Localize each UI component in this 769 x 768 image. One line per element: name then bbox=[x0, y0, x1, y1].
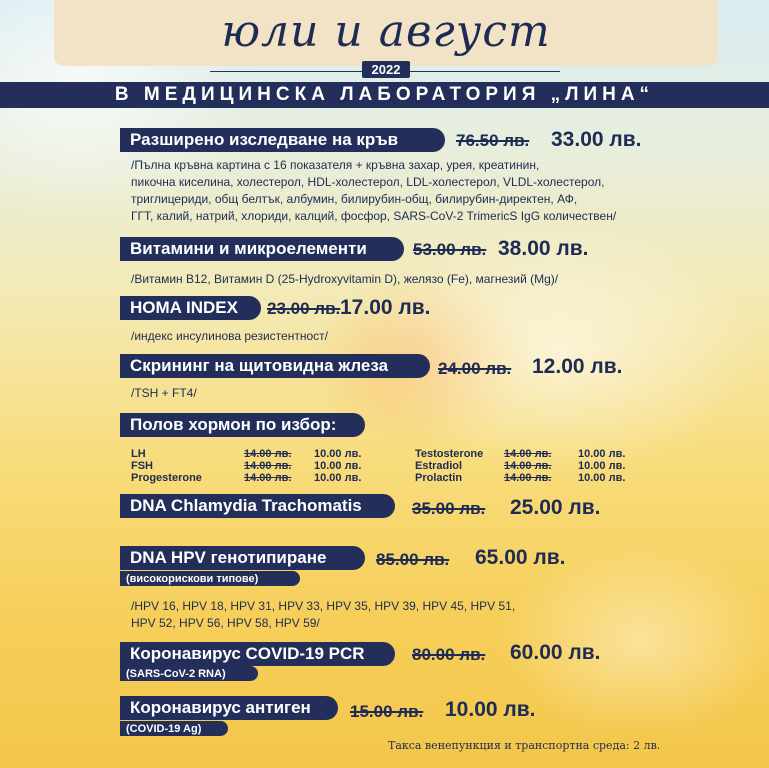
old-price: 80.00 лв. bbox=[412, 645, 486, 664]
item-description: /индекс инсулинова резистентност/ bbox=[131, 329, 328, 343]
footer-note: Такса венепункция и транспортна среда: 2 лв. bbox=[388, 739, 661, 752]
new-price: 25.00 лв. bbox=[510, 496, 601, 519]
old-price: 23.00 лв. bbox=[267, 299, 341, 318]
item-chlamydia-bar: DNA Chlamydia Trachomatis bbox=[120, 494, 395, 518]
item-vitamins-bar: Витамини и микроелементи bbox=[120, 237, 404, 261]
item-thyroid-bar: Скрининг на щитовидна жлеза bbox=[120, 354, 430, 378]
hormone-new-left: 10.00 лв. 10.00 лв. 10.00 лв. bbox=[314, 448, 362, 484]
item-blood-test-bar: Разширено изследване на кръв bbox=[120, 128, 445, 152]
hormone-old-left: 14.00 лв. 14.00 лв. 14.00 лв. bbox=[244, 448, 292, 484]
new-price: 38.00 лв. bbox=[498, 237, 589, 260]
item-description: /Витамин B12, Витамин D (25-Hydroxyvitamin D), желязо (Fe), магнезий (Mg)/ bbox=[131, 272, 559, 286]
divider bbox=[210, 71, 362, 72]
item-description: /TSH + FT4/ bbox=[131, 386, 197, 400]
divider bbox=[410, 71, 560, 72]
old-price: 24.00 лв. bbox=[438, 359, 512, 378]
old-price: 76.50 лв. bbox=[456, 131, 530, 150]
hormones-bar: Полов хормон по избор: bbox=[120, 413, 365, 437]
lab-banner: В МЕДИЦИНСКА ЛАБОРАТОРИЯ „ЛИНА“ bbox=[0, 82, 769, 108]
new-price: 12.00 лв. bbox=[532, 355, 623, 378]
old-price: 85.00 лв. bbox=[376, 550, 450, 569]
hormone-new-right: 10.00 лв. 10.00 лв. 10.00 лв. bbox=[578, 448, 626, 484]
hormone-names-left: LH FSH Progesterone bbox=[131, 448, 202, 484]
item-description: /HPV 16, HPV 18, HPV 31, HPV 33, HPV 35, HPV 39, HPV 45, HPV 51, HPV 52, HPV 56, HPV 58, HPV 59/ bbox=[131, 599, 516, 630]
new-price: 60.00 лв. bbox=[510, 641, 601, 664]
item-subtitle: (COVID-19 Ag) bbox=[120, 721, 228, 736]
page-title: юли и август bbox=[221, 6, 551, 57]
item-homa-bar: HOMA INDEX bbox=[120, 296, 261, 320]
old-price: 35.00 лв. bbox=[412, 499, 486, 518]
item-subtitle: (SARS-CoV-2 RNA) bbox=[120, 666, 258, 681]
old-price: 15.00 лв. bbox=[350, 702, 424, 721]
item-subtitle: (високорискови типове) bbox=[120, 571, 300, 586]
item-pcr-bar: Коронавирус COVID-19 PCR bbox=[120, 642, 395, 666]
new-price: 33.00 лв. bbox=[551, 128, 642, 151]
year-badge: 2022 bbox=[362, 61, 410, 78]
hormone-names-right: Testosterone Estradiol Prolactin bbox=[415, 448, 484, 484]
old-price: 53.00 лв. bbox=[413, 240, 487, 259]
new-price: 17.00 лв. bbox=[340, 296, 431, 319]
new-price: 10.00 лв. bbox=[445, 698, 536, 721]
item-antigen-bar: Коронавирус антиген bbox=[120, 696, 338, 720]
item-hpv-bar: DNA HPV генотипиране bbox=[120, 546, 365, 570]
hormone-old-right: 14.00 лв. 14.00 лв. 14.00 лв. bbox=[504, 448, 552, 484]
item-description: /Пълна кръвна картина с 16 показателя + кръвна захар, урея, креатинин, пикочна киселина, холестерол, HDL-холестерол, LDL-холестерол, VLDL-холестерол, триглицериди, общ белтък, албумин, билирубин-общ, билирубин-директен, АФ, ГГТ, калий, натрий, хлориди, калций, фосфор, SARS-CoV-2 TrimericS IgG количествен/ bbox=[131, 158, 617, 223]
new-price: 65.00 лв. bbox=[475, 546, 566, 569]
title-box bbox=[54, 0, 718, 66]
